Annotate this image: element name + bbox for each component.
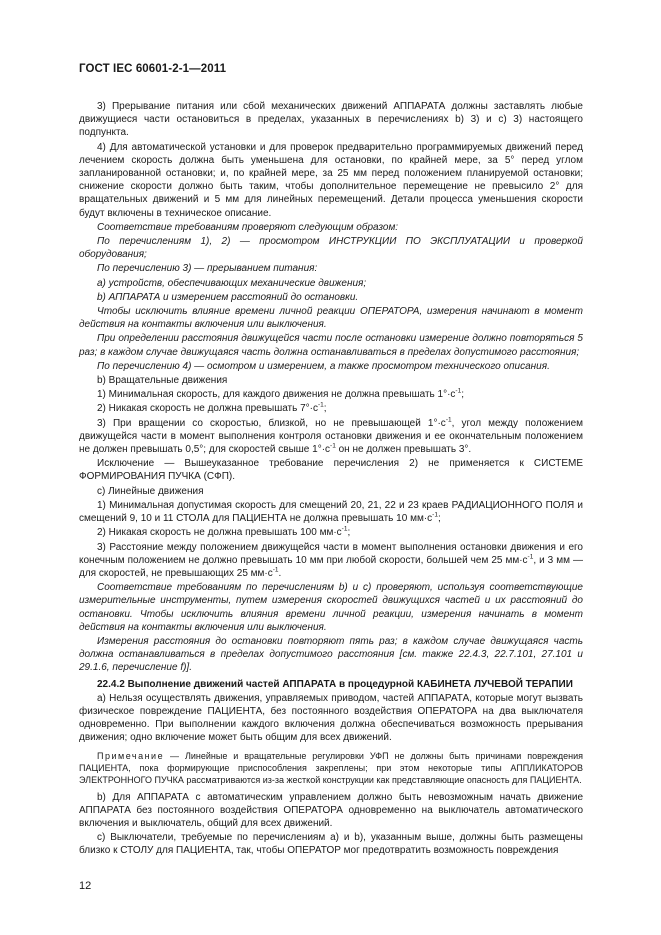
- paragraph: По перечислению 4) — осмотром и измерением, а также просмотром технического описания.: [97, 360, 550, 372]
- paragraph: с) Выключатели, требуемые по перечислениям а) и b), указанным выше, должны быть размещены близко к СТОЛУ для ПАЦИЕНТА, так, чтобы ОПЕРАТОР мог предотвратить возможность повреждения: [79, 832, 583, 857]
- page-number: 12: [79, 880, 92, 892]
- paragraph: Измерения расстояния до остановки повторяют пять раз; в каждом случае движущаяся часть должна останавливаться в пределах допустимого расстояния [см. также 22.4.3, 22.7.101, 27.101 и 29.1.6, перечисление f)].: [79, 635, 583, 674]
- paragraph: 3) Расстояние между положением движущейся части в момент выполнения остановки движения и его конечным положением не должно превышать 10 мм при любой скорости, большей чем 25 $мм\cdot с^{-1}$, и 3 мм — для скоростей, не превышающих 25 $мм\cdot с^{-1}$.: [79, 541, 583, 579]
- document-body: [79, 100, 583, 859]
- paragraph: Исключение — Вышеуказанное требование перечисления 2) не применяется к СИСТЕМЕ ФОРМИРОВАНИЯ ПУЧКА (СФП).: [79, 458, 583, 483]
- paragraph: а) Нельзя осуществлять движения, управляемых приводом, частей АППАРАТА, которые могут вызвать физическое повреждение ПАЦИЕНТА, без постоянного воздействия ОПЕРАТОРА на два выключателя одновременно. При выполнении каждого включения должна обеспечиваться возможность прерывания движения; одно включение может быть общим для всех движений.: [79, 692, 583, 744]
- paragraph: По перечислениям 1), 2) — просмотром ИНСТРУКЦИИ ПО ЭКСПЛУАТАЦИИ и проверкой оборудования;: [79, 236, 583, 261]
- document-header: ГОСТ IEC 60601-2-1—2011: [79, 63, 227, 75]
- paragraph: 1) Минимальная скорость, для каждого движения не должна превышать $1^\circ\cdot с^{-1}$;: [97, 387, 464, 401]
- paragraph: а) устройств, обеспечивающих механические движения;: [97, 277, 367, 289]
- paragraph: 2) Никакая скорость не должна превышать $7^\circ\cdot с^{-1}$;: [97, 402, 327, 415]
- paragraph: 4) Для автоматической установки и для проверок предварительно программируемых движений перед лечением скорость должна быть уменьшена для остановки, по крайней мере, за 5° перед углом запланированной остановки; и, по крайней мере, за 25 мм перед положением планируемой остановки; снижение скорости должно быть таким, чтобы дополнительное перемещение не превысило 2° для вращательных движений и 5 мм для линейных перемещений. Детали процесса уменьшения скорости будут включены в техническое описание.: [79, 141, 583, 219]
- paragraph: b) Для АППАРАТА с автоматическим управлением должно быть невозможным начать движение АППАРАТА без постоянного воздействия ОПЕРАТОРА одновременно на выключатель автоматического включения и выключатель, общий для всех движений.: [79, 791, 583, 829]
- note: Примечание — Линейные и вращательные регулировки УФП не должны быть причинами повреждения ПАЦИЕНТА, пока формирующие приспособления закреплены; при этом некоторые типы АППЛИКАТОРОВ ЭЛЕКТРОННОГО ПУЧКА рассматриваются из-за жесткой конструкции как представляющие опасность для ПАЦИЕНТА.: [79, 750, 583, 785]
- paragraph: Соответствие требованиям по перечислениям b) и с) проверяют, используя соответствующие измерительные инструменты, путем измерения скоростей движущихся частей и их расстояний до остановки. Чтобы исключить влияния времени личной реакции, измерения начинать в момент действия на контакты включения или выключения.: [79, 582, 583, 633]
- paragraph: 3) Прерывание питания или сбой механических движений АППАРАТА должны заставлять любые движущиеся части остановиться в пределах, указанных в перечислениях b) 3) и с) 3) настоящего подпункта.: [79, 101, 583, 139]
- paragraph: 3) При вращении со скоростью, близкой, но не превышающей $1^\circ\cdot с^{-1}$, угол между положением движущейся части в момент выполнения контроля остановки движения и ее окончательным положением не должен превышать 0,5°; для скоростей свыше $1^\circ\cdot с^{-1}$ он не должен превышать 3°.: [79, 416, 584, 456]
- paragraph: b) Вращательные движения: [97, 375, 228, 387]
- paragraph: 1) Минимальная допустимая скорость для смещений 20, 21, 22 и 23 краев РАДИАЦИОННОГО ПОЛЯ и смещений 9, 10 и 11 СТОЛА для ПАЦИЕНТА не должна превышать 10 $мм\cdot с^{-1}$;: [79, 499, 583, 525]
- paragraph: Чтобы исключить влияние времени личной реакции ОПЕРАТОРА, измерения начинают в момент действия на контакты включения или выключения.: [79, 306, 583, 331]
- paragraph: 2) Никакая скорость не должна превышать 100 $мм\cdot с^{-1}$;: [97, 525, 351, 539]
- paragraph: По перечислению 3) — прерыванием питания:: [97, 263, 318, 275]
- paragraph: b) АППАРАТА и измерением расстояний до остановки.: [97, 291, 359, 303]
- paragraph: При определении расстояния движущейся части после остановки измерение должно повторяться 5 раз; в каждом случае движущаяся часть должна останавливаться в пределах допустимого расстояния;: [79, 333, 583, 358]
- note-label: Примечание: [97, 750, 165, 761]
- paragraph: Соответствие требованиям проверяют следующим образом:: [97, 221, 399, 233]
- section-heading: 22.4.2 Выполнение движений частей АППАРАТА в процедурной КАБИНЕТА ЛУЧЕВОЙ ТЕРАПИИ: [97, 678, 573, 690]
- paragraph: с) Линейные движения: [97, 485, 204, 497]
